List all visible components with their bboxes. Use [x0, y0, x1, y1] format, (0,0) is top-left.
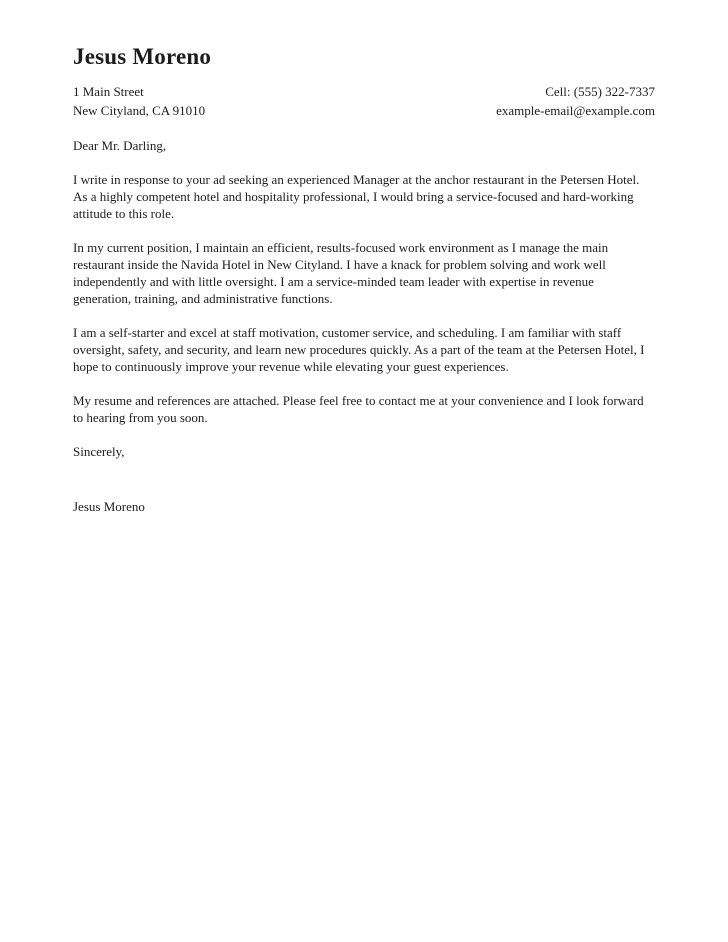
salutation: Dear Mr. Darling,: [73, 138, 167, 154]
signature-name: Jesus Moreno: [73, 499, 145, 515]
paragraph-current-position: In my current position, I maintain an efficient, results-focused work environment as I manage the main restaurant inside the Navida Hotel in New Cityland. I have a knack for problem solving and work well independently and with little oversight. I am a service-minded team leader with expertise in revenue generation, training, and administrative functions.: [73, 240, 609, 307]
address-line-city: New Cityland, CA 91010: [73, 103, 206, 119]
contact-block: [496, 82, 655, 120]
contact-email: example-email@example.com: [496, 103, 655, 119]
paragraph-call-to-action: My resume and references are attached. Please feel free to contact me at your convenience and I look forward to hearing from you soon.: [73, 393, 644, 426]
contact-row: [73, 82, 655, 120]
closing: Sincerely,: [73, 444, 125, 460]
paragraph-intro: I write in response to your ad seeking an experienced Manager at the anchor restaurant in the Petersen Hotel. As a highly competent hotel and hospitality professional, I would bring a service-focused and hard-working attitude to this role.: [73, 172, 640, 222]
letter-author-name: Jesus Moreno: [73, 44, 212, 69]
paragraph-skills: I am a self-starter and excel at staff motivation, customer service, and scheduling. I am familiar with staff oversight, safety, and security, and learn new procedures quickly. As a part of the team at the Petersen Hotel, I hope to continuously improve your revenue while elevating your guest experiences.: [73, 325, 645, 375]
address-block: [73, 82, 205, 120]
address-line-street: 1 Main Street: [73, 84, 144, 100]
contact-phone: Cell: (555) 322-7337: [545, 84, 655, 100]
